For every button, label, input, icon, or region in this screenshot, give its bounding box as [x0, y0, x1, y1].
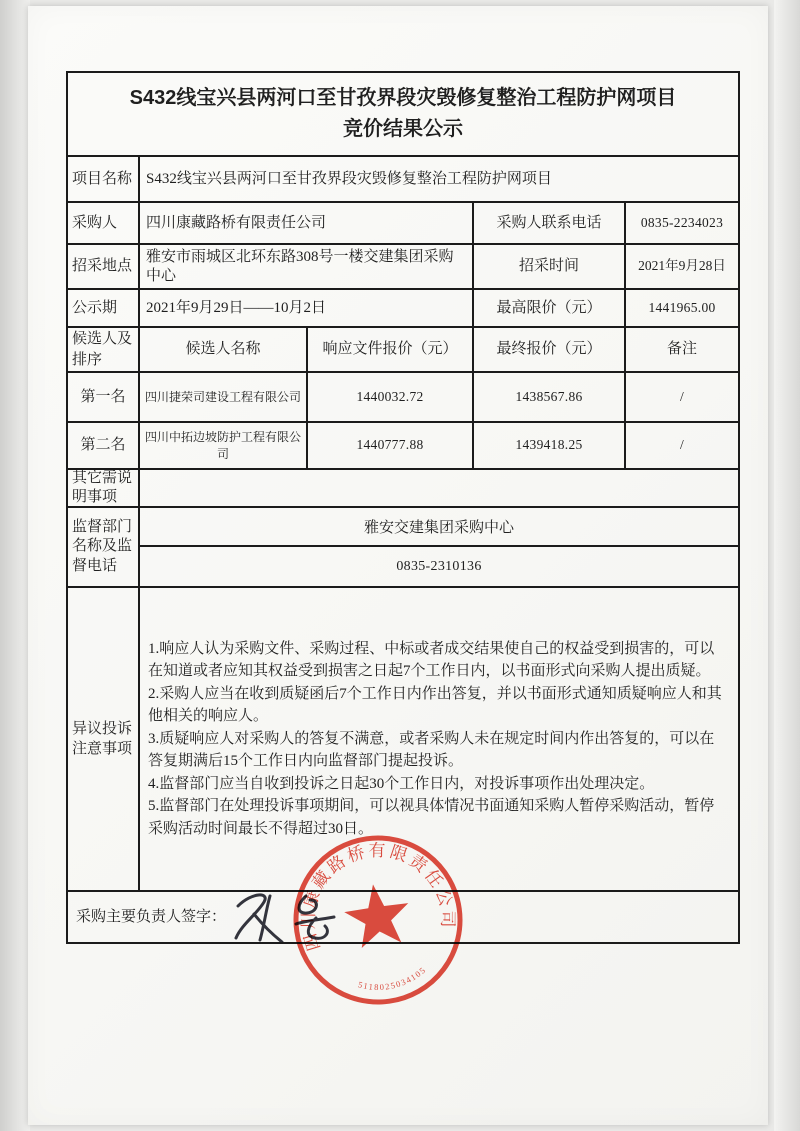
objection-item-1: 1.响应人认为采购文件、采购过程、中标或者成交结果使自己的权益受到损害的，可以在知道或者应知其权益受到损害之日起7个工作日内，以书面形式向采购人提出质疑。 [148, 640, 715, 680]
supervision-department: 雅安交建集团采购中心 [140, 508, 738, 547]
publicity-period-value: 2021年9月29日——10月2日 [140, 290, 474, 326]
candidate-name-header: 候选人名称 [140, 328, 308, 371]
purchaser-value: 四川康藏路桥有限责任公司 [140, 203, 474, 243]
objection-item-3: 3.质疑响应人对采购人的答复不满意，或者采购人未在规定时间内作出答复的，可以在答复期满后15个工作日内向监督部门提起投诉。 [148, 730, 715, 770]
publicity-period-label: 公示期 [68, 290, 140, 326]
document-title [68, 83, 738, 145]
document-title-line2: 竞价结果公示 [343, 118, 463, 140]
signature-label: 采购主要负责人签字： [76, 908, 227, 925]
candidate-2-rank: 第二名 [68, 423, 140, 468]
project-name-value: S432线宝兴县两河口至甘孜界段灾毁修复整治工程防护网项目 [146, 170, 552, 187]
scan-edge-shadow-right [774, 0, 800, 1131]
supervision-row [68, 508, 738, 588]
document-title-line1: S432线宝兴县两河口至甘孜界段灾毁修复整治工程防护网项目 [129, 87, 677, 109]
remark-header: 备注 [666, 341, 697, 358]
publicity-period-row [68, 290, 738, 328]
supervision-values [140, 508, 738, 586]
other-notes-row [68, 470, 738, 508]
candidate-2-final-price: 1439418.25 [474, 423, 626, 468]
other-notes-value [140, 470, 738, 506]
objection-label: 异议投诉注意事项 [68, 588, 140, 890]
title-row [68, 73, 738, 157]
project-name-row [68, 157, 738, 203]
project-name-label: 项目名称 [68, 157, 140, 201]
objection-item-2: 2.采购人应当在收到质疑函后7个工作日内作出答复，并以书面形式通知质疑响应人和其他相关的响应人。 [148, 685, 722, 725]
objection-item-4: 4.监督部门应当自收到投诉之日起30个工作日内，对投诉事项作出处理决定。 [148, 775, 655, 792]
candidate-rank-header: 候选人及排序 [68, 328, 140, 371]
seal-company-name: 四川康藏路桥有限责任公司 [298, 841, 458, 954]
objection-row [68, 588, 738, 892]
signature-cell [68, 892, 738, 942]
candidate-1-rank: 第一名 [68, 373, 140, 421]
candidate-2-remark: / [679, 437, 685, 453]
handwritten-signature [226, 892, 366, 942]
candidate-1-response-price: 1440032.72 [308, 373, 474, 421]
candidate-row-2 [68, 423, 738, 470]
max-price-value: 1441965.00 [648, 299, 716, 315]
candidate-1-name: 四川捷荣司建设工程有限公司 [140, 373, 308, 421]
response-price-header: 响应文件报价（元） [308, 328, 474, 371]
venue-label: 招采地点 [68, 245, 140, 288]
other-notes-label: 其它需说明事项 [68, 470, 140, 506]
supervision-label: 监督部门名称及监督电话 [68, 508, 140, 586]
candidate-1-final-price: 1438567.86 [474, 373, 626, 421]
venue-row [68, 245, 738, 290]
max-price-label: 最高限价（元） [474, 290, 626, 326]
candidate-2-name: 四川中拓边坡防护工程有限公司 [140, 423, 308, 468]
scan-edge-shadow-left [0, 0, 30, 1131]
candidate-header-row [68, 328, 738, 373]
candidate-2-response-price: 1440777.88 [308, 423, 474, 468]
supervision-phone: 0835-2310136 [396, 558, 482, 574]
bidding-time-value: 2021年9月28日 [638, 258, 726, 274]
signature-row [68, 892, 738, 942]
purchaser-label: 采购人 [68, 203, 140, 243]
candidate-1-remark: / [679, 388, 685, 404]
bidding-time-label: 招采时间 [474, 245, 626, 288]
purchaser-phone-label: 采购人联系电话 [474, 203, 626, 243]
objection-item-5: 5.监督部门在处理投诉事项期间，可以视具体情况书面通知采购人暂停采购活动，暂停采购活动时间最长不得超过30日。 [148, 798, 715, 837]
objection-content [140, 588, 738, 890]
announcement-table [66, 71, 740, 944]
final-price-header: 最终报价（元） [474, 328, 626, 371]
purchaser-row [68, 203, 738, 245]
purchaser-phone-value: 0835-2234023 [640, 214, 724, 230]
venue-value: 雅安市雨城区北环东路308号一楼交建集团采购中心 [140, 245, 474, 288]
candidate-row-1 [68, 373, 738, 423]
seal-number: 5118025034105 [356, 964, 429, 993]
